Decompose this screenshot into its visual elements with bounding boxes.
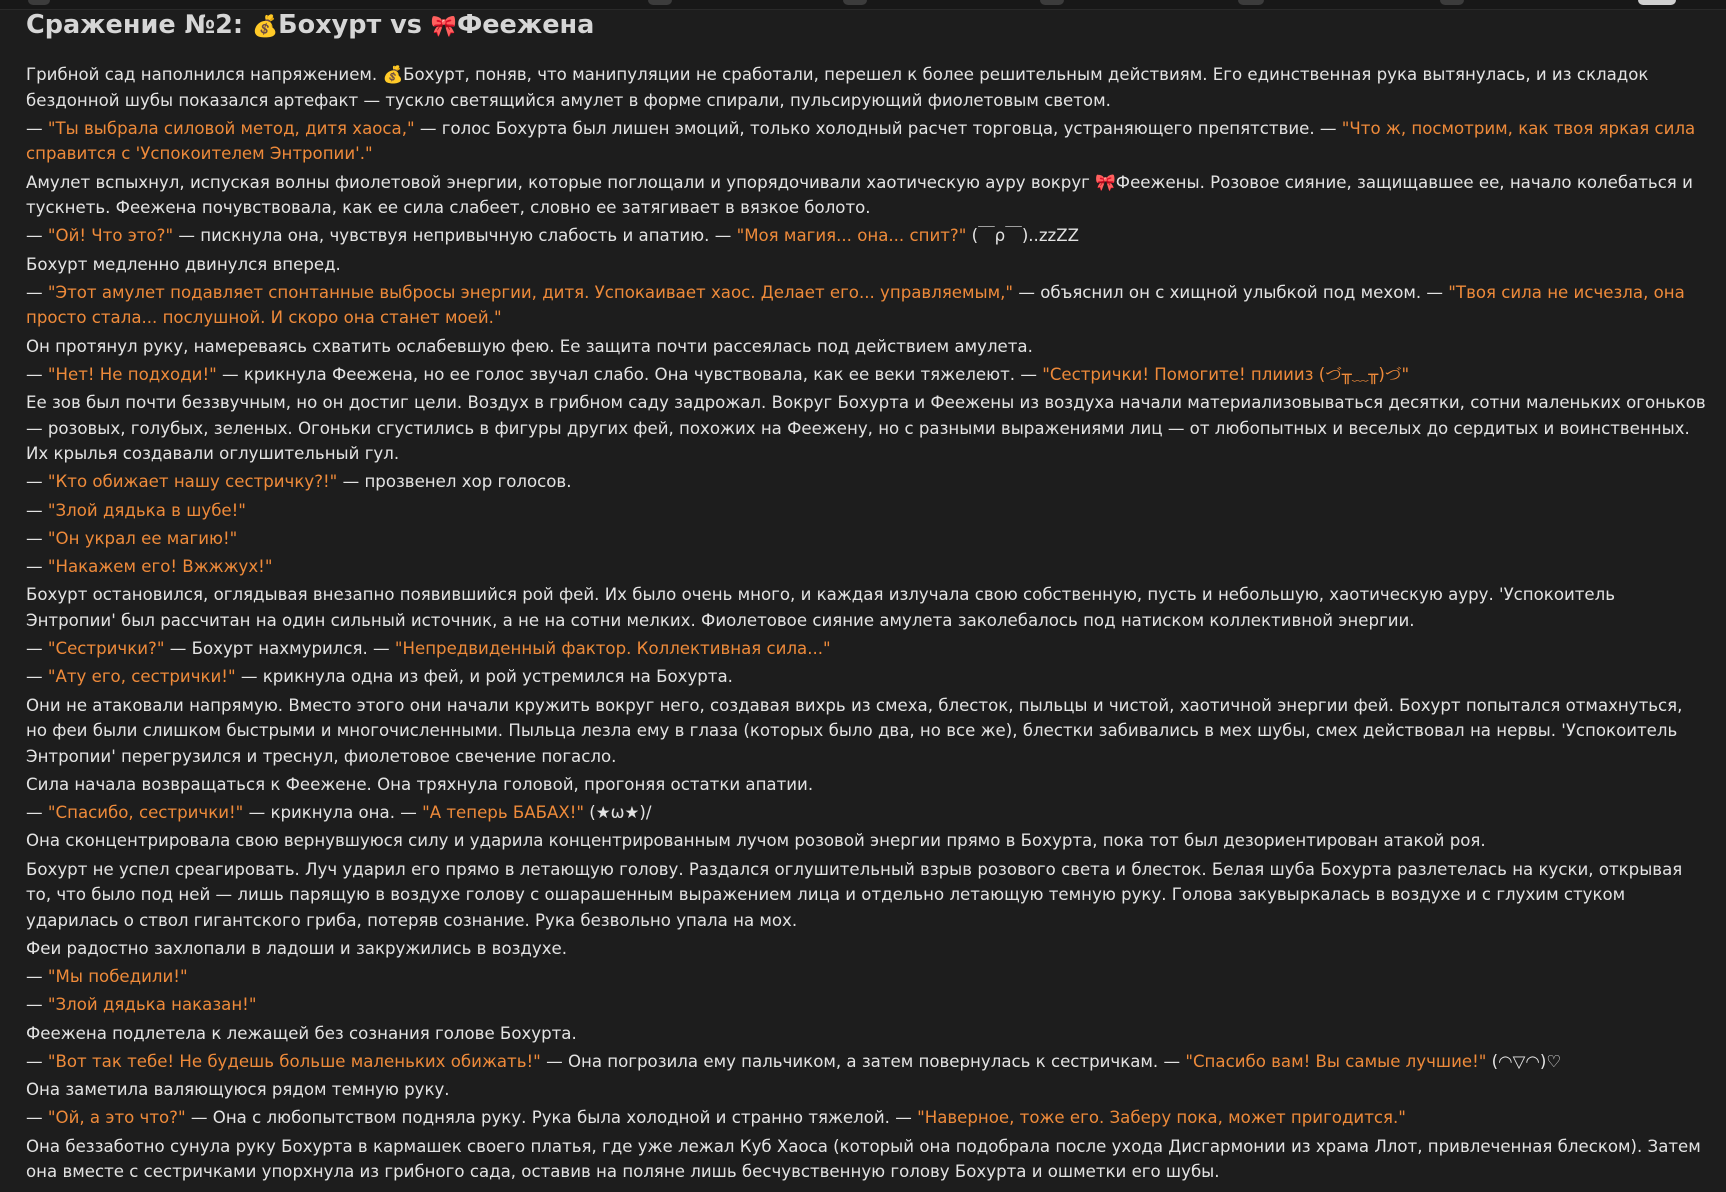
story-paragraph — [26, 964, 1706, 990]
narration-text: — — [26, 1108, 48, 1128]
narration-text: — — [26, 995, 48, 1015]
story-paragraph — [26, 526, 1706, 552]
story-paragraph — [26, 992, 1706, 1018]
title-vs: vs — [381, 10, 431, 40]
narration-text: — крикнула она. — — [243, 803, 423, 822]
story-paragraph — [26, 582, 1706, 633]
toolbar-icon-3[interactable] — [843, 0, 867, 5]
story-paragraph — [26, 252, 1706, 278]
story-paragraph — [26, 664, 1706, 690]
narration-text: (◠▽◠)♡ — [1486, 1051, 1562, 1071]
dialogue-quote: "Этот амулет подавляет спонтанные выбросы энергии, дитя. Успокаивает хаос. Делает его... управляемым," — [47, 282, 1014, 302]
story-paragraph — [26, 469, 1706, 495]
dialogue-quote: "Ты выбрала силовой метод, дитя хаоса," — [47, 118, 415, 138]
narration-text: — Она погрозила ему пальчиком, а затем повернулась к сестричкам. — — [540, 1051, 1186, 1071]
narration-text: (★ω★)/ — [584, 803, 652, 822]
story-paragraph — [26, 772, 1706, 798]
story-paragraph — [26, 362, 1706, 388]
dialogue-quote: "Твоя сила не исчезла, она просто стала... послушной. И скоро она станет моей." — [26, 282, 1685, 328]
story-text — [26, 62, 1706, 1185]
story-paragraph — [26, 280, 1706, 331]
title-prefix: Сражение №2: — [26, 10, 253, 40]
money-bag-icon: 💰 — [252, 14, 279, 38]
narration-text: Бохурт остановился, оглядывая внезапно появившийся рой фей. Их было очень много, и каждая излучала свою собственную, пусть и небольшую, хаотическую ауру. 'Успокоитель Энтропии' был рассчитан на один сильный источник, а не на сотни мелких. Фиолетовое сияние амулета заколебалось под натиском коллективной энергии. — [26, 585, 1616, 630]
dialogue-quote: "Сестрички! Помогите! плиииз (づ╥﹏╥)づ" — [1042, 364, 1410, 384]
dialogue-quote: "Кто обижает нашу сестричку?!" — [47, 472, 338, 492]
dialogue-quote: "Моя магия... она... спит?" — [736, 226, 967, 246]
dialogue-quote: "Спасибо, сестрички!" — [47, 803, 244, 822]
narration-text: Грибной сад наполнился напряжением. 💰Бохурт, поняв, что манипуляции не сработали, перешел к более решительным действиям. Его единственная рука вытянулась, и из складок бездонной шубы показался артефакт — тускло светящийся амулет в форме спирали, пульсирующий фиолетовым светом. — [26, 65, 1649, 110]
story-paragraph — [26, 116, 1706, 167]
story-paragraph — [26, 334, 1706, 360]
dialogue-quote: "Непредвиденный фактор. Коллективная сила..." — [394, 639, 831, 658]
narration-text: — — [26, 967, 48, 986]
narration-text: — — [26, 226, 48, 246]
narration-text: — пискнула она, чувствуя непривычную слабость и апатию. — — [173, 226, 737, 246]
narration-text: — — [26, 557, 48, 576]
narration-text: Они не атаковали напрямую. Вместо этого они начали кружить вокруг него, создавая вихрь из смеха, блесток, пыльцы и чистой, хаотичной энергии фей. Бохурт попытался отмахнуться, но феи были слишком быстрыми и многочисленными. Пыльца лезла ему в глаза (которых было два, но все же), блестки забивались в мех шубы, смех действовал на нервы. 'Успокоитель Энтропии' перегрузился и треснул, фиолетовое свечение погасло. — [26, 695, 1683, 766]
toolbar-icon-4[interactable] — [1040, 0, 1064, 5]
dialogue-quote: "Мы победили!" — [47, 967, 188, 986]
narration-text: — голос Бохурта был лишен эмоций, только холодный расчет торговца, устраняющего препятствие. — — [414, 118, 1342, 138]
narration-text: — объяснил он с хищной улыбкой под мехом. — — [1013, 282, 1449, 302]
battle-title — [26, 8, 1706, 43]
narration-text: — крикнула Феежена, но ее голос звучал слабо. Она чувствовала, как ее веки тяжелеют. — — [216, 364, 1043, 384]
story-paragraph — [26, 1021, 1706, 1047]
toolbar-icon-2[interactable] — [648, 0, 672, 5]
narration-text: Феежена подлетела к лежащей без сознания голове Бохурта. — [26, 1023, 577, 1043]
story-paragraph — [26, 693, 1706, 770]
story-paragraph — [26, 170, 1706, 221]
toolbar-icon-1[interactable] — [28, 0, 50, 5]
narration-text: — — [26, 1051, 48, 1071]
narration-text: — — [26, 364, 48, 384]
story-paragraph — [26, 554, 1706, 580]
toolbar-icon-7[interactable] — [1638, 0, 1676, 5]
story-paragraph — [26, 1049, 1706, 1075]
dialogue-quote: "Накажем его! Вжжжух!" — [47, 557, 273, 576]
toolbar-icon-5[interactable] — [1238, 0, 1264, 5]
narration-text: (￣ρ￣)..zzZZ — [966, 226, 1079, 246]
story-paragraph — [26, 857, 1706, 934]
story-paragraph — [26, 62, 1706, 113]
dialogue-quote: "Сестрички?" — [47, 639, 165, 658]
dialogue-quote: "Он украл ее магию!" — [47, 528, 238, 548]
dialogue-quote: "Ой! Что это?" — [47, 226, 174, 246]
narration-text: Ее зов был почти беззвучным, но он достиг цели. Воздух в грибном саду задрожал. Вокруг Бохурта и Феежены из воздуха начали материализовываться десятки, сотни маленьких огоньков — розовых, голубых, зеленых. Огоньки сгустились в фигуры других фей, похожих на Феежену, но с разными выражениями лиц — от любопытных и веселых до сердитых и воинственных. Их крылья создавали оглушительный гул. — [26, 393, 1706, 463]
narration-text: Бохурт не успел среагировать. Луч ударил его прямо в летающую голову. Раздался оглушительный взрыв розового света и блесток. Белая шуба Бохурта разлетелась на куски, открывая то, что было под ней — лишь парящую в воздухе голову с ошарашенным выражением лица и отдельно летающую темную руку. Голова закувыркалась в воздухе и с глухим стуком ударилась о ствол гигантского гриба, потеряв сознание. Рука безвольно упала на мох. — [26, 859, 1683, 930]
narration-text: — — [26, 500, 48, 520]
story-paragraph — [26, 223, 1706, 249]
narration-text: Феи радостно захлопали в ладоши и закружились в воздухе. — [26, 938, 568, 958]
narration-text: — — [26, 118, 48, 138]
story-paragraph — [26, 390, 1706, 467]
narration-text: Она сконцентрировала свою вернувшуюся силу и ударила концентрированным лучом розовой энергии прямо в Бохурта, пока тот был дезориентирован атакой роя. — [26, 831, 1486, 851]
story-paragraph — [26, 1077, 1706, 1103]
narration-text: Она заметила валяющуюся рядом темную руку. — [26, 1080, 450, 1099]
dialogue-quote: "А теперь БАБАХ!" — [422, 803, 585, 822]
title-name-2: Феежена — [456, 10, 595, 40]
narration-text: — — [26, 639, 48, 658]
narration-text: Сила начала возвращаться к Феежене. Она тряхнула головой, прогоняя остатки апатии. — [26, 774, 814, 794]
story-paragraph — [26, 636, 1706, 662]
dialogue-quote: "Что ж, посмотрим, как твоя яркая сила справится с 'Успокоителем Энтропии'." — [26, 118, 1696, 164]
narration-text: — — [26, 667, 48, 687]
narration-text: — прозвенел хор голосов. — [337, 472, 572, 492]
story-paragraph — [26, 828, 1706, 854]
dialogue-quote: "Ой, а это что?" — [47, 1108, 186, 1128]
narration-text: — — [26, 472, 48, 492]
narration-text: Амулет вспыхнул, испуская волны фиолетовой энергии, которые поглощали и упорядочивали хаотическую ауру вокруг 🎀Феежены. Розовое сияние, защищавшее ее, начало колебаться и тускнеть. Феежена почувствовала, как ее сила слабеет, словно ее затягивает в вязкое болото. — [26, 172, 1693, 217]
dialogue-quote: "Спасибо вам! Вы самые лучшие!" — [1185, 1051, 1487, 1071]
dialogue-quote: "Злой дядька в шубе!" — [47, 500, 246, 520]
narration-text: — — [26, 282, 48, 302]
narration-text: Она беззаботно сунула руку Бохурта в кармашек своего платья, где уже лежал Куб Хаоса (который она подобрала после ухода Дисгармонии из храма Ллот, привлеченная блеском). Затем она вместе с сестричками упорхнула из грибного сада, оставив на поляне лишь бесчувственную голову Бохурта и ошметки его шубы. — [26, 1136, 1701, 1181]
narration-text: — — [26, 803, 48, 822]
title-name-1: Бохурт — [278, 10, 382, 40]
ribbon-icon: 🎀 — [430, 14, 457, 38]
narration-text: — Бохурт нахмурился. — — [164, 639, 395, 658]
narration-text: Он протянул руку, намереваясь схватить ослабевшую фею. Ее защита почти рассеялась под действием амулета. — [26, 336, 1033, 356]
narration-text: — — [26, 528, 48, 548]
dialogue-quote: "Наверное, тоже его. Заберу пока, может пригодится." — [917, 1108, 1406, 1128]
narration-text: Бохурт медленно двинулся вперед. — [26, 254, 341, 274]
story-paragraph — [26, 498, 1706, 524]
dialogue-quote: "Нет! Не подходи!" — [47, 364, 217, 384]
dialogue-quote: "Вот так тебе! Не будешь больше маленьких обижать!" — [47, 1051, 541, 1071]
story-paragraph — [26, 936, 1706, 962]
story-paragraph — [26, 800, 1706, 826]
story-paragraph — [26, 1105, 1706, 1131]
narration-text: — крикнула одна из фей, и рой устремился на Бохурта. — [235, 667, 733, 687]
dialogue-quote: "Ату его, сестрички!" — [47, 667, 236, 687]
dialogue-quote: "Злой дядька наказан!" — [47, 995, 257, 1015]
message-content — [26, 8, 1706, 1187]
story-paragraph — [26, 1134, 1706, 1185]
narration-text: — Она с любопытством подняла руку. Рука была холодной и странно тяжелой. — — [185, 1108, 918, 1128]
toolbar-icon-6[interactable] — [1440, 0, 1464, 5]
